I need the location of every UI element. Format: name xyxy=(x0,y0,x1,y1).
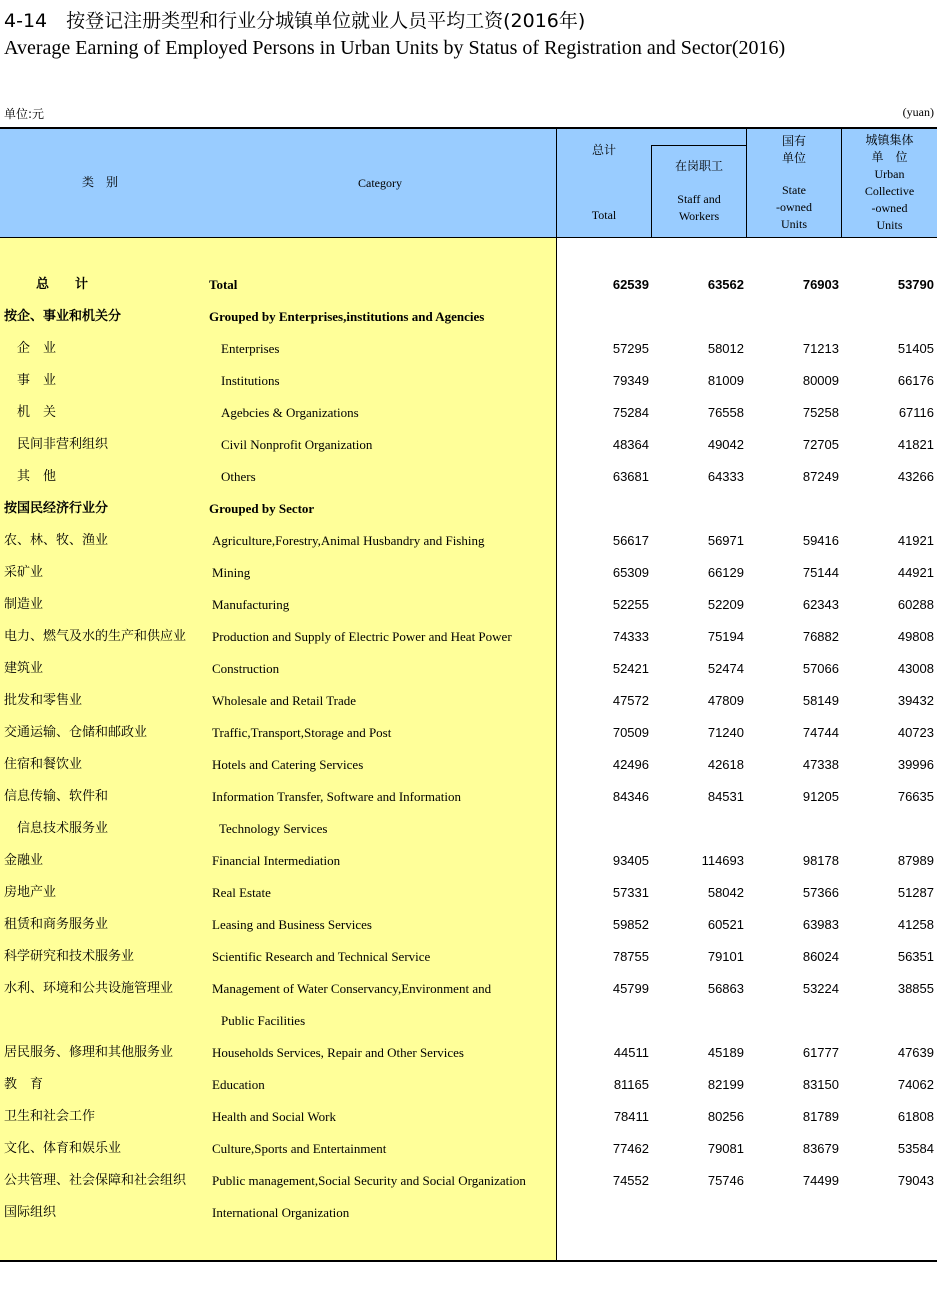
table-row xyxy=(0,397,937,429)
value-urban-collective: 41258 xyxy=(897,917,934,932)
value-total: 57331 xyxy=(612,885,649,900)
value-urban-collective: 56351 xyxy=(897,949,934,964)
value-total: 78411 xyxy=(613,1109,649,1124)
header-total-cn: 总计 xyxy=(591,143,616,157)
row-category-cn: 交通运输、仓储和邮政业 xyxy=(4,725,148,740)
value-staff-workers: 82199 xyxy=(707,1077,744,1092)
header-collective-en-4: Units xyxy=(876,218,903,232)
value-urban-collective: 51405 xyxy=(897,341,934,356)
row-category-en: Grouped by Enterprises,institutions and Agencies xyxy=(209,309,485,324)
value-state-owned: 83679 xyxy=(802,1141,839,1156)
row-category-en: Manufacturing xyxy=(212,597,290,612)
value-staff-workers: 58042 xyxy=(707,885,744,900)
value-total: 78755 xyxy=(612,949,649,964)
value-total: 84346 xyxy=(612,789,649,804)
row-category-en: Civil Nonprofit Organization xyxy=(221,437,373,452)
row-category-cn: 农、林、牧、渔业 xyxy=(4,533,109,548)
value-urban-collective: 76635 xyxy=(897,789,934,804)
value-total: 79349 xyxy=(612,373,649,388)
value-staff-workers: 71240 xyxy=(707,725,744,740)
table-top-rule xyxy=(0,127,937,129)
value-urban-collective: 41921 xyxy=(897,533,934,548)
value-staff-workers: 64333 xyxy=(707,469,744,484)
table-row xyxy=(0,973,937,1005)
value-state-owned: 74744 xyxy=(802,725,839,740)
value-urban-collective: 39996 xyxy=(897,757,934,772)
row-category-cn: 建筑业 xyxy=(4,661,44,676)
table-row xyxy=(0,845,937,877)
value-staff-workers: 56971 xyxy=(707,533,744,548)
value-urban-collective: 41821 xyxy=(897,437,934,452)
value-staff-workers: 47809 xyxy=(707,693,744,708)
row-category-cn: 其 他 xyxy=(17,469,57,484)
row-category-en: Institutions xyxy=(221,373,280,388)
value-staff-workers: 49042 xyxy=(707,437,744,452)
table-row xyxy=(0,813,937,845)
row-category-cn: 采矿业 xyxy=(4,565,44,580)
header-collective-cn-2: 单 位 xyxy=(871,150,908,164)
row-category-en: Public management,Social Security and Social Organization xyxy=(212,1173,526,1188)
value-total: 45799 xyxy=(612,981,649,996)
value-state-owned: 98178 xyxy=(802,853,839,868)
unit-label-en: (yuan) xyxy=(902,105,934,119)
header-state-cn-1: 国有 xyxy=(781,134,806,148)
row-category-en: Public Facilities xyxy=(221,1013,306,1028)
header-state-en-2: -owned xyxy=(776,200,812,214)
value-total: 70509 xyxy=(612,725,649,740)
table-row xyxy=(0,1101,937,1133)
row-category-cn: 居民服务、修理和其他服务业 xyxy=(4,1045,174,1060)
column-divider-staff xyxy=(746,128,747,238)
value-urban-collective: 87989 xyxy=(897,853,934,868)
value-state-owned: 71213 xyxy=(802,341,839,356)
table-row xyxy=(0,589,937,621)
value-total: 62539 xyxy=(612,277,649,292)
row-category-cn: 房地产业 xyxy=(4,885,57,900)
value-staff-workers: 66129 xyxy=(707,565,744,580)
value-state-owned: 76903 xyxy=(802,277,839,292)
value-total: 81165 xyxy=(613,1077,649,1092)
row-category-cn: 制造业 xyxy=(4,597,44,612)
value-state-owned: 91205 xyxy=(802,789,839,804)
value-urban-collective: 47639 xyxy=(897,1045,934,1060)
value-urban-collective: 79043 xyxy=(897,1173,934,1188)
value-staff-workers: 56863 xyxy=(707,981,744,996)
table-row xyxy=(0,653,937,685)
row-category-cn: 水利、环境和公共设施管理业 xyxy=(4,981,174,996)
table-row xyxy=(0,461,937,493)
value-staff-workers: 79081 xyxy=(707,1141,744,1156)
header-collective-en-3: -owned xyxy=(871,201,908,215)
value-urban-collective: 40723 xyxy=(897,725,934,740)
value-staff-workers: 81009 xyxy=(707,373,744,388)
row-category-en: Culture,Sports and Entertainment xyxy=(212,1141,387,1156)
row-category-en: Management of Water Conservancy,Environment and xyxy=(212,981,492,996)
row-category-en: Financial Intermediation xyxy=(212,853,341,868)
row-category-cn: 按国民经济行业分 xyxy=(4,501,109,516)
value-total: 47572 xyxy=(612,693,649,708)
row-category-cn: 电力、燃气及水的生产和供应业 xyxy=(4,629,187,644)
table-row xyxy=(0,877,937,909)
value-state-owned: 57066 xyxy=(802,661,839,676)
value-staff-workers: 60521 xyxy=(707,917,744,932)
row-category-en: Health and Social Work xyxy=(212,1109,336,1124)
value-urban-collective: 38855 xyxy=(897,981,934,996)
row-category-en: Grouped by Sector xyxy=(209,501,315,516)
table-row xyxy=(0,685,937,717)
row-category-en: Agriculture,Forestry,Animal Husbandry and Fishing xyxy=(212,533,485,548)
header-collective-en-1: Urban xyxy=(874,167,905,181)
row-category-en: Leasing and Business Services xyxy=(212,917,372,932)
value-urban-collective: 43266 xyxy=(897,469,934,484)
row-category-cn: 租赁和商务服务业 xyxy=(4,917,109,932)
value-staff-workers: 58012 xyxy=(707,341,744,356)
value-state-owned: 74499 xyxy=(802,1173,839,1188)
row-category-en: Hotels and Catering Services xyxy=(212,757,364,772)
table-row xyxy=(0,1069,937,1101)
value-urban-collective: 67116 xyxy=(898,405,934,420)
table-row xyxy=(0,429,937,461)
row-category-en: Construction xyxy=(212,661,280,676)
value-state-owned: 72705 xyxy=(802,437,839,452)
value-urban-collective: 61808 xyxy=(897,1109,934,1124)
table-row xyxy=(0,717,937,749)
value-state-owned: 61777 xyxy=(802,1045,839,1060)
row-category-cn: 国际组织 xyxy=(4,1205,57,1220)
row-category-cn: 科学研究和技术服务业 xyxy=(4,949,135,964)
header-state-cn-2: 单位 xyxy=(781,151,806,165)
value-state-owned: 75144 xyxy=(802,565,839,580)
value-state-owned: 63983 xyxy=(802,917,839,932)
value-total: 42496 xyxy=(612,757,649,772)
header-staff-en-1: Staff and xyxy=(677,192,721,206)
table-row xyxy=(0,365,937,397)
column-divider-total xyxy=(651,145,652,238)
value-staff-workers: 75194 xyxy=(707,629,744,644)
value-urban-collective: 44921 xyxy=(897,565,934,580)
value-staff-workers: 52474 xyxy=(707,661,744,676)
value-staff-workers: 79101 xyxy=(707,949,744,964)
row-category-cn: 住宿和餐饮业 xyxy=(4,757,83,772)
column-divider-state xyxy=(841,128,842,238)
column-divider-category xyxy=(556,128,557,1261)
row-category-en: Others xyxy=(221,469,256,484)
row-category-en: Information Transfer, Software and Information xyxy=(212,789,461,804)
table-row xyxy=(0,333,937,365)
value-total: 65309 xyxy=(612,565,649,580)
row-category-cn: 按企、事业和机关分 xyxy=(4,309,122,324)
row-category-cn: 总 计 xyxy=(36,277,89,292)
value-state-owned: 86024 xyxy=(802,949,839,964)
value-state-owned: 47338 xyxy=(802,757,839,772)
value-staff-workers: 52209 xyxy=(707,597,744,612)
value-total: 44511 xyxy=(613,1045,649,1060)
value-staff-workers: 42618 xyxy=(707,757,744,772)
row-category-cn: 民间非营利组织 xyxy=(17,437,109,452)
row-category-en: Mining xyxy=(212,565,251,580)
value-state-owned: 80009 xyxy=(802,373,839,388)
row-category-cn: 事 业 xyxy=(17,373,57,388)
value-state-owned: 58149 xyxy=(802,693,839,708)
table-row xyxy=(0,525,937,557)
header-category-en: Category xyxy=(358,176,402,190)
value-staff-workers: 114693 xyxy=(701,853,744,868)
header-staff-en-2: Workers xyxy=(678,209,720,223)
value-total: 52421 xyxy=(612,661,649,676)
row-category-en: Production and Supply of Electric Power and Heat Power xyxy=(212,629,512,644)
value-total: 56617 xyxy=(612,533,649,548)
header-collective-en-2: Collective xyxy=(864,184,915,198)
table-row xyxy=(0,1133,937,1165)
table-row xyxy=(0,941,937,973)
row-category-cn: 企 业 xyxy=(17,341,57,356)
value-state-owned: 87249 xyxy=(802,469,839,484)
table-row xyxy=(0,749,937,781)
value-total: 77462 xyxy=(612,1141,649,1156)
value-state-owned: 62343 xyxy=(802,597,839,612)
value-state-owned: 81789 xyxy=(802,1109,839,1124)
row-category-cn: 教 育 xyxy=(4,1077,44,1092)
table-row xyxy=(0,781,937,813)
row-category-en: Wholesale and Retail Trade xyxy=(212,693,357,708)
value-total: 74552 xyxy=(612,1173,649,1188)
value-urban-collective: 51287 xyxy=(897,885,934,900)
row-category-cn: 公共管理、社会保障和社会组织 xyxy=(4,1173,187,1188)
table-row xyxy=(0,557,937,589)
value-total: 75284 xyxy=(612,405,649,420)
value-urban-collective: 60288 xyxy=(897,597,934,612)
row-category-en: Total xyxy=(209,277,238,292)
row-category-en: Traffic,Transport,Storage and Post xyxy=(212,725,392,740)
row-category-cn: 金融业 xyxy=(4,853,44,868)
row-category-en: Scientific Research and Technical Service xyxy=(212,949,431,964)
value-urban-collective: 49808 xyxy=(897,629,934,644)
value-total: 59852 xyxy=(612,917,649,932)
value-urban-collective: 39432 xyxy=(897,693,934,708)
row-category-cn: 信息传输、软件和 xyxy=(4,789,109,804)
value-staff-workers: 76558 xyxy=(707,405,744,420)
value-state-owned: 53224 xyxy=(802,981,839,996)
table-row xyxy=(0,493,937,525)
value-total: 57295 xyxy=(612,341,649,356)
header-state-en-1: State xyxy=(782,183,806,197)
value-urban-collective: 53790 xyxy=(897,277,934,292)
table-row xyxy=(0,301,937,333)
row-category-en: Real Estate xyxy=(212,885,271,900)
row-category-en: Enterprises xyxy=(221,341,280,356)
row-category-cn: 信息技术服务业 xyxy=(17,821,109,836)
value-total: 63681 xyxy=(612,469,649,484)
row-category-en: Agebcies & Organizations xyxy=(221,405,359,420)
header-state-en-3: Units xyxy=(780,217,807,231)
value-staff-workers: 75746 xyxy=(707,1173,744,1188)
table-row xyxy=(0,1005,937,1037)
value-total: 93405 xyxy=(612,853,649,868)
table-row xyxy=(0,269,937,301)
value-state-owned: 76882 xyxy=(802,629,839,644)
table-row xyxy=(0,1197,937,1229)
value-staff-workers: 80256 xyxy=(707,1109,744,1124)
table-row xyxy=(0,1165,937,1197)
value-state-owned: 57366 xyxy=(802,885,839,900)
table-row xyxy=(0,1037,937,1069)
row-category-en: Households Services, Repair and Other Services xyxy=(212,1045,464,1060)
header-bottom-rule xyxy=(0,237,937,238)
value-state-owned: 83150 xyxy=(802,1077,839,1092)
row-category-en: Education xyxy=(212,1077,265,1092)
row-category-en: Technology Services xyxy=(219,821,328,836)
row-category-cn: 文化、体育和娱乐业 xyxy=(4,1141,122,1156)
header-staff-cn: 在岗职工 xyxy=(674,159,723,173)
value-urban-collective: 74062 xyxy=(897,1077,934,1092)
header-category-cn: 类 别 xyxy=(81,175,118,189)
table-bottom-rule xyxy=(0,1260,937,1262)
value-total: 52255 xyxy=(612,597,649,612)
value-total: 74333 xyxy=(612,629,649,644)
value-urban-collective: 53584 xyxy=(897,1141,934,1156)
page-title-cn: 4-14 按登记注册类型和行业分城镇单位就业人员平均工资(2016年) xyxy=(4,10,586,32)
value-state-owned: 59416 xyxy=(802,533,839,548)
header-total-en: Total xyxy=(591,208,617,222)
header-collective-cn-1: 城镇集体 xyxy=(865,133,914,147)
unit-label-cn: 单位:元 xyxy=(4,107,45,121)
value-urban-collective: 66176 xyxy=(897,373,934,388)
value-total: 48364 xyxy=(612,437,649,452)
header-staff-rule xyxy=(651,145,747,146)
table-row xyxy=(0,621,937,653)
value-state-owned: 75258 xyxy=(802,405,839,420)
value-staff-workers: 63562 xyxy=(707,277,744,292)
row-category-cn: 批发和零售业 xyxy=(4,693,83,708)
table-row xyxy=(0,909,937,941)
page-title-en: Average Earning of Employed Persons in Urban Units by Status of Registration and Sector(2016) xyxy=(4,37,786,59)
value-staff-workers: 84531 xyxy=(707,789,744,804)
row-category-en: International Organization xyxy=(212,1205,350,1220)
row-category-cn: 机 关 xyxy=(17,405,57,420)
value-staff-workers: 45189 xyxy=(707,1045,744,1060)
row-category-cn: 卫生和社会工作 xyxy=(4,1109,96,1124)
value-urban-collective: 43008 xyxy=(897,661,934,676)
